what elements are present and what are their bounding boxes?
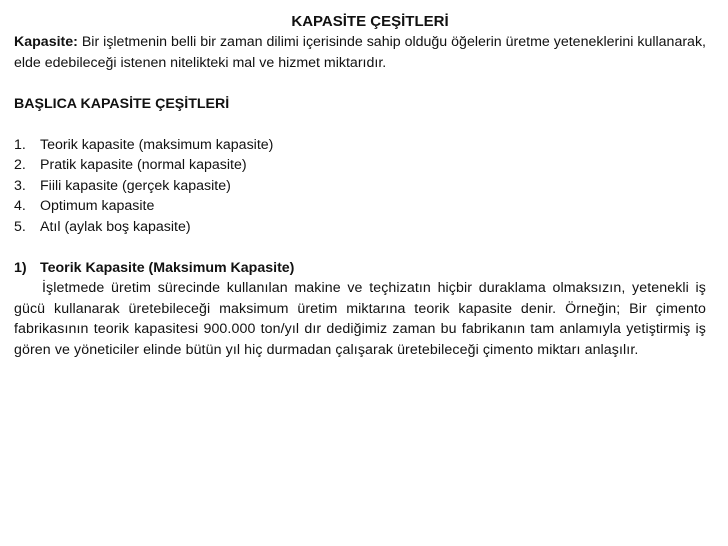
list-item-label: Optimum kapasite <box>40 198 155 214</box>
list-item-number: 4. <box>14 198 26 214</box>
list-item-number: 2. <box>14 157 26 173</box>
list-item-number: 3. <box>14 177 26 194</box>
list-item <box>14 135 706 156</box>
main-types-heading: BAŞLICA KAPASİTE ÇEŞİTLERİ <box>14 95 230 112</box>
list-item <box>14 155 706 176</box>
list-item <box>14 196 706 217</box>
list-item-label: Pratik kapasite (normal kapasite) <box>40 157 247 173</box>
definition-paragraph <box>14 32 706 73</box>
section-body: İşletmede üretim sürecinde kullanılan makine ve teçhizatın hiçbir duraklama olmaksızın, yetenekli iş gücü kullanarak üretebileceği maksimum üretim miktarına teorik kapasite denir. Örneğin; Bir çimento fabrikasının teorik kapasitesi 900.000 ton/yıl dır dediğimiz zaman bu fabrikanın tam anlamıyla yetiştirmiş iş gören ve yöneticiler elinde bütün yıl hiç durmadan çalışarak üretebileceği çimento miktarı anlaşılır. <box>14 280 706 358</box>
definition-text: Bir işletmenin belli bir zaman dilimi içerisinde sahip olduğu öğelerin üretme yeteneklerini kullanarak, elde edebileceği istenen nitelikteki mal ve hizmet miktarıdır. <box>14 34 706 71</box>
list-item-label: Fiili kapasite (gerçek kapasite) <box>40 177 231 194</box>
page-title: KAPASİTE ÇEŞİTLERİ <box>291 13 449 30</box>
list-item-label: Teorik kapasite (maksimum kapasite) <box>40 136 274 153</box>
list-item-number: 1. <box>14 136 26 153</box>
section-title: Teorik Kapasite (Maksimum Kapasite) <box>40 259 295 276</box>
section-heading <box>14 258 706 279</box>
list-item <box>14 176 706 197</box>
list-item <box>14 217 706 238</box>
capacity-types-list <box>14 135 706 238</box>
spacer <box>14 73 706 94</box>
spacer <box>14 114 706 135</box>
spacer <box>14 237 706 258</box>
document-page <box>14 12 706 360</box>
definition-term: Kapasite: <box>14 34 78 50</box>
list-item-label: Atıl (aylak boş kapasite) <box>40 218 191 235</box>
section-number: 1) <box>14 259 27 276</box>
list-item-number: 5. <box>14 218 26 235</box>
